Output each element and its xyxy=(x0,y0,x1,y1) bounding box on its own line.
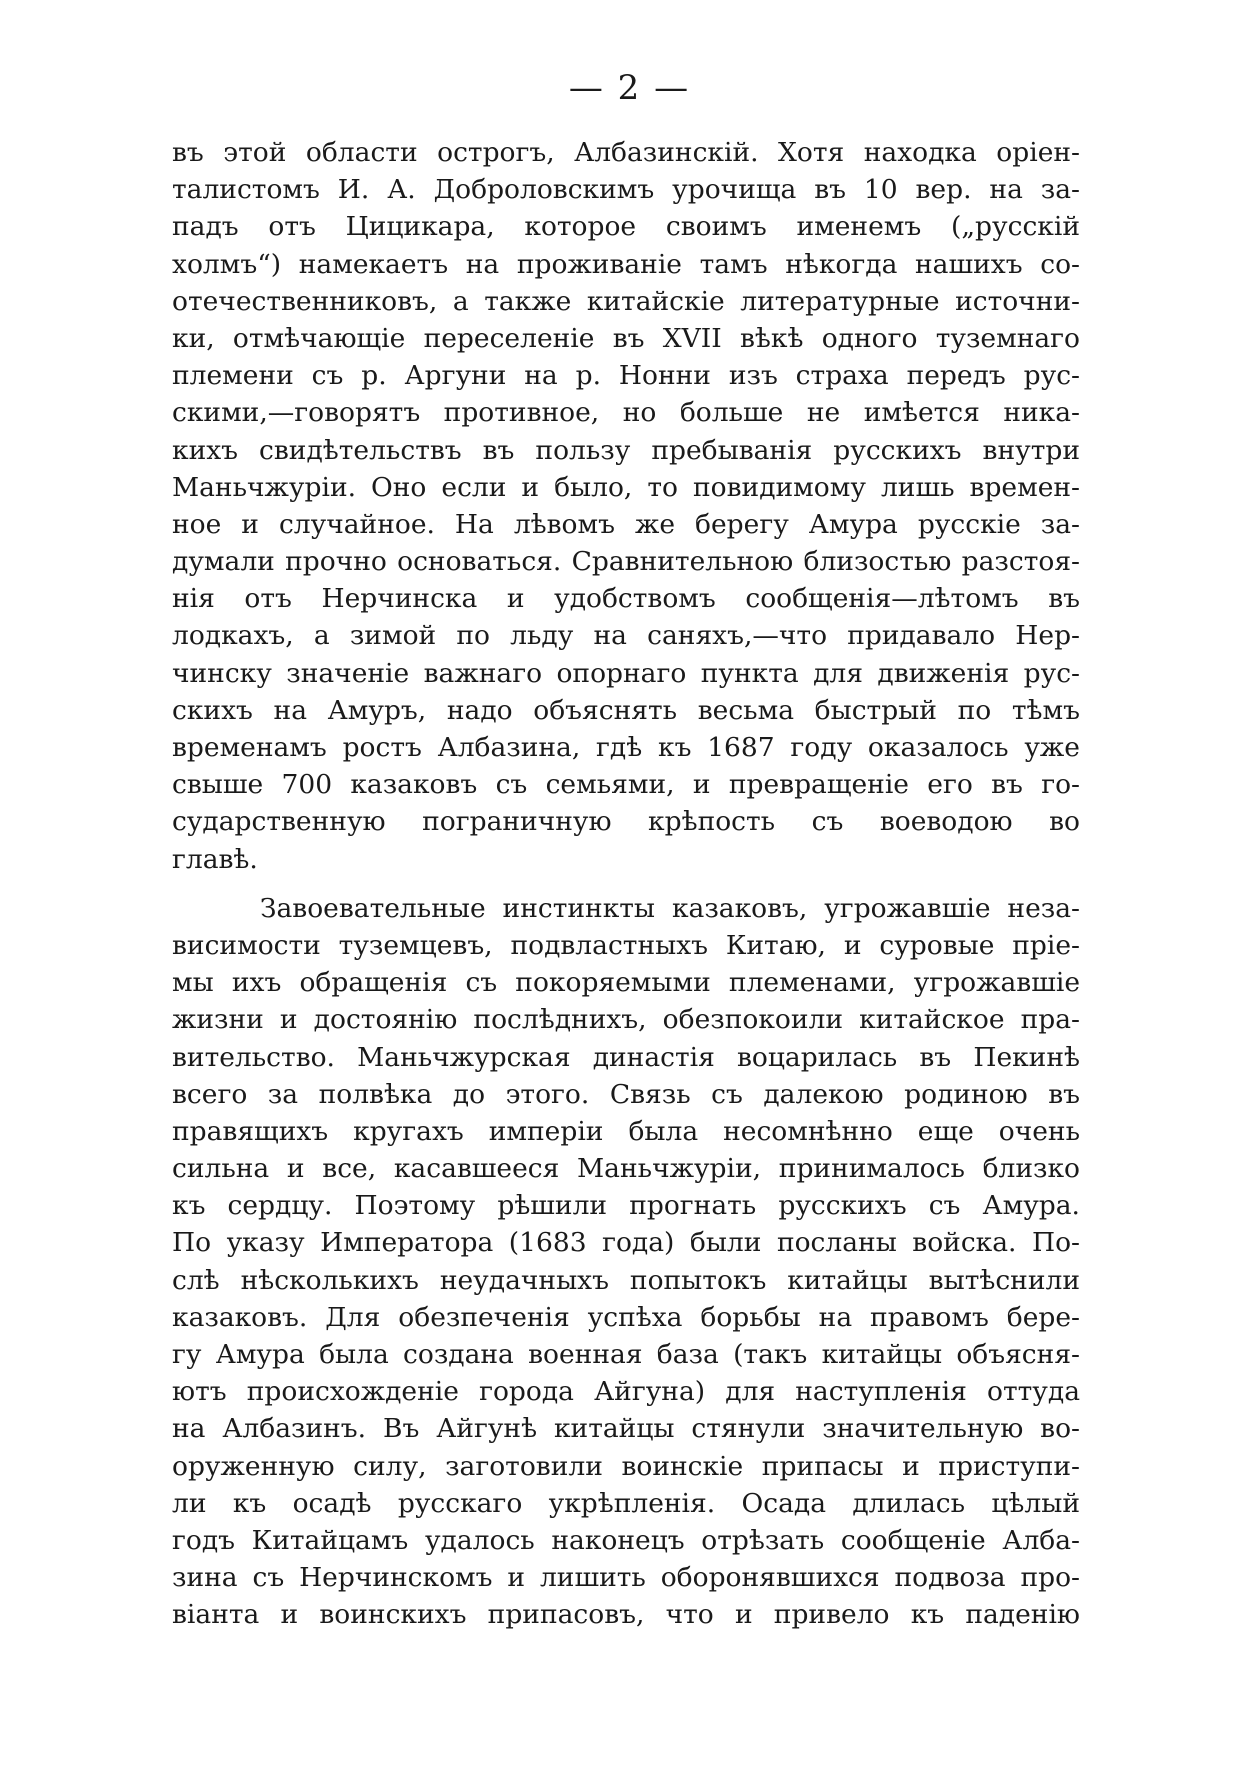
text-line: По указу Императора (1683 года) были посланы войска. По- xyxy=(172,1227,1080,1259)
text-line: на Албазинъ. Въ Айгунѣ китайцы стянули значительную во- xyxy=(172,1413,1080,1445)
text-line: холмъ“) намекаетъ на проживаніе тамъ нѣкогда нашихъ со- xyxy=(172,248,1080,280)
text-line: лодкахъ, а зимой по льду на саняхъ,—что придавало Нер- xyxy=(172,620,1080,652)
text-line: ютъ происхожденіе города Айгуна) для наступленія оттуда xyxy=(172,1376,1080,1408)
text-line: правящихъ кругахъ имперіи была несомнѣнно еще очень xyxy=(172,1115,1080,1147)
text-line: чинску значеніе важнаго опорнаго пункта для движенія рус- xyxy=(172,657,1080,689)
text-line: казаковъ. Для обезпеченія успѣха борьбы на правомъ бере- xyxy=(172,1301,1080,1333)
text-line: думали прочно основаться. Сравнительною близостью разстоя- xyxy=(172,546,1080,578)
text-line: всего за полвѣка до этого. Связь съ далекою родиною въ xyxy=(172,1078,1080,1110)
text-line: временамъ ростъ Албазина, гдѣ къ 1687 году оказалось уже xyxy=(172,732,1080,763)
text-line: слѣ нѣсколькихъ неудачныхъ попытокъ китайцы вытѣснили xyxy=(172,1264,1080,1296)
text-line: въ этой области острогъ, Албазинскій. Хотя находка оріен- xyxy=(172,137,1080,168)
text-line: жизни и достоянію послѣднихъ, обезпокоили китайское пра- xyxy=(172,1004,1080,1036)
text-line: віанта и воинскихъ припасовъ, что и привело къ паденію xyxy=(172,1599,1080,1631)
page-number: — 2 — xyxy=(568,68,691,108)
text-line: мы ихъ обращенія съ покоряемыми племенами, угрожавшіе xyxy=(172,967,1080,999)
text-line: сударственную пограничную крѣпость съ воеводою во xyxy=(172,806,1080,838)
text-line: отечественниковъ, а также китайскіе литературные источни- xyxy=(172,285,1080,317)
text-line: кихъ свидѣтельствъ въ пользу пребыванія русскихъ внутри xyxy=(172,434,1080,466)
paragraph-1 xyxy=(172,134,1080,878)
text-line: къ сердцу. Поэтому рѣшили прогнать русскихъ съ Амура. xyxy=(172,1190,1080,1222)
paragraph-2 xyxy=(172,890,1080,1634)
text-line: вительство. Маньчжурская династія воцарилась въ Пекинѣ xyxy=(172,1041,1080,1073)
text-line: Маньчжуріи. Оно если и было, то повидимому лишь времен- xyxy=(172,471,1080,503)
text-line: оруженную силу, заготовили воинскіе припасы и приступи- xyxy=(172,1450,1080,1482)
text-line: племени съ р. Аргуни на р. Нонни изъ страха передъ рус- xyxy=(172,360,1080,392)
text-line: падъ отъ Цицикара, которое своимъ именемъ („русскій xyxy=(172,211,1080,243)
text-line: скими,—говорятъ противное, но больше не имѣется ника- xyxy=(172,397,1080,429)
paragraph-gap xyxy=(172,878,1080,890)
text-line: скихъ на Амуръ, надо объяснять весьма быстрый по тѣмъ xyxy=(172,694,1080,726)
text-line: ки, отмѣчающіе переселеніе въ XVII вѣкѣ одного туземнаго xyxy=(172,322,1080,354)
text-line: нія отъ Нерчинска и удобствомъ сообщенія—лѣтомъ въ xyxy=(172,583,1080,615)
text-body xyxy=(172,134,1080,1634)
text-line: свыше 700 казаковъ съ семьями, и превращеніе его въ го- xyxy=(172,769,1080,801)
text-line: гу Амура была создана военная база (такъ китайцы объясня- xyxy=(172,1339,1080,1370)
text-line: годъ Китайцамъ удалось наконецъ отрѣзать сообщеніе Алба- xyxy=(172,1524,1080,1556)
text-line: Завоевательные инстинкты казаковъ, угрожавшіе неза- xyxy=(260,892,1080,924)
text-line: сильна и все, касавшееся Маньчжуріи, принималось близко xyxy=(172,1153,1080,1185)
text-line: главѣ. xyxy=(172,843,258,875)
text-line: ли къ осадѣ русскаго укрѣпленія. Осада длилась цѣлый xyxy=(172,1487,1080,1519)
text-line: ное и случайное. На лѣвомъ же берегу Амура русскіе за- xyxy=(172,508,1080,540)
text-line: талистомъ И. А. Доброловскимъ урочища въ 10 вер. на за- xyxy=(172,174,1080,206)
text-line: зина съ Нерчинскомъ и лишить оборонявшихся подвоза про- xyxy=(172,1562,1080,1594)
text-line: висимости туземцевъ, подвластныхъ Китаю, и суровые пріе- xyxy=(172,929,1080,961)
